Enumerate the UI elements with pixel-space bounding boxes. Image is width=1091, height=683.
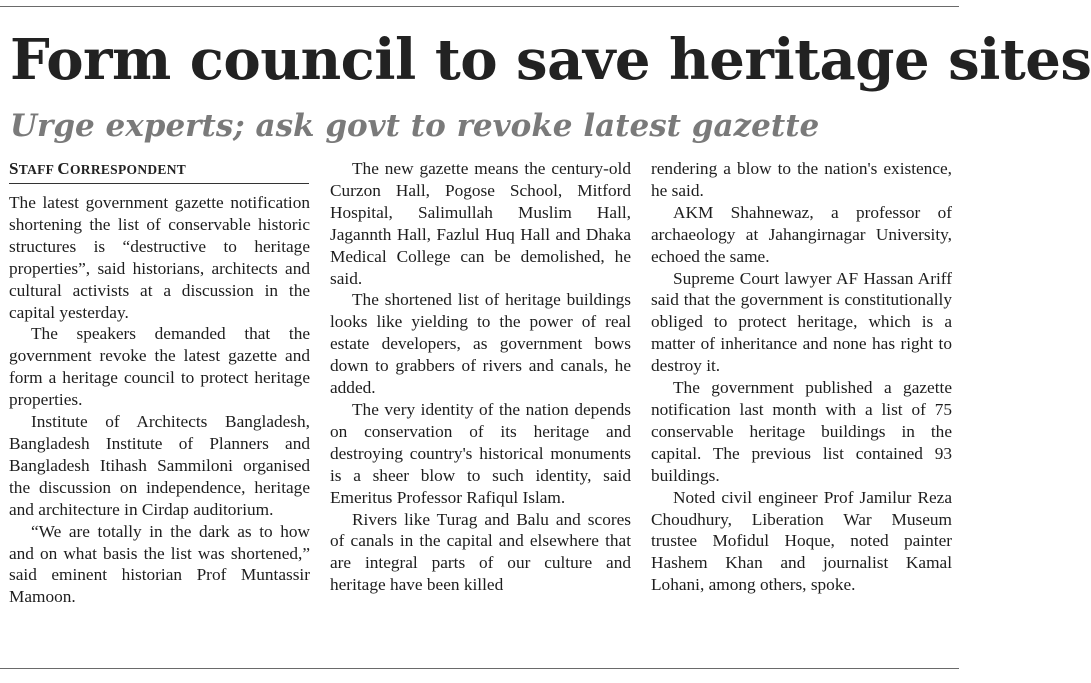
paragraph: rendering a blow to the nation's existence, he said. xyxy=(651,159,952,200)
paragraph: The shortened list of heritage buildings looks like yielding to the power of real estate developers, as government bows down to grabbers of rivers and canals, he added. xyxy=(330,290,631,398)
article-column-3 xyxy=(651,158,952,596)
byline-word-staff: TAFF xyxy=(18,162,58,177)
byline-initial-s: S xyxy=(9,159,19,178)
paragraph: Rivers like Turag and Balu and scores of canals in the capital and elsewhere that are integral parts of our culture and heritage have been killed xyxy=(330,509,631,595)
paragraph: “We are totally in the dark as to how and on what basis the list was shortened,” said eminent historian Prof Muntassir Mamoon. xyxy=(9,521,310,607)
headline: Form council to save heritage sites xyxy=(10,27,1091,93)
subheadline: Urge experts; ask govt to revoke latest gazette xyxy=(10,108,820,144)
paragraph: Noted civil engineer Prof Jamilur Reza Choudhury, Liberation War Museum trustee Mofidul Hoque, noted painter Hashem Khan and journalist Kamal Lohani, among others, spoke. xyxy=(651,487,952,595)
byline-initial-c: C xyxy=(57,159,70,178)
top-rule xyxy=(0,6,959,7)
bottom-rule xyxy=(0,668,959,669)
article-column-2 xyxy=(330,158,631,596)
paragraph: The speakers demanded that the government revoke the latest gazette and form a heritage council to protect heritage properties. xyxy=(9,324,310,410)
byline-underline xyxy=(9,183,309,184)
paragraph: The government published a gazette notification last month with a list of 75 conservable heritage buildings in the capital. The previous list contained 93 buildings. xyxy=(651,378,952,485)
paragraph: The latest government gazette notification shortening the list of conservable historic structures is “destructive to heritage properties”, said historians, architects and cultural activists at a discussion in the capital yesterday. xyxy=(9,193,310,322)
byline-word-correspondent: ORRESPONDENT xyxy=(69,162,187,177)
article-column-1 xyxy=(9,192,310,608)
paragraph: The new gazette means the century-old Curzon Hall, Pogose School, Mitford Hospital, Salimullah Muslim Hall, Jagannth Hall, Fazlul Huq Hall and Dhaka Medical College can be demolished, he said. xyxy=(330,159,631,288)
paragraph: Supreme Court lawyer AF Hassan Ariff said that the government is constitutionally obliged to protect heritage, which is a matter of inheritance and none has right to destroy it. xyxy=(651,268,952,376)
paragraph: The very identity of the nation depends on conservation of its heritage and destroying country's historical monuments is a sheer blow to such identity, said Emeritus Professor Rafiqul Islam. xyxy=(330,399,631,507)
paragraph: AKM Shahnewaz, a professor of archaeology at Jahangirnagar University, echoed the same. xyxy=(651,202,952,266)
byline xyxy=(9,158,309,181)
paragraph: Institute of Architects Bangladesh, Bangladesh Institute of Planners and Bangladesh Itihash Sammiloni organised the discussion on independence, heritage and architecture in Cirdap auditorium. xyxy=(9,412,310,519)
